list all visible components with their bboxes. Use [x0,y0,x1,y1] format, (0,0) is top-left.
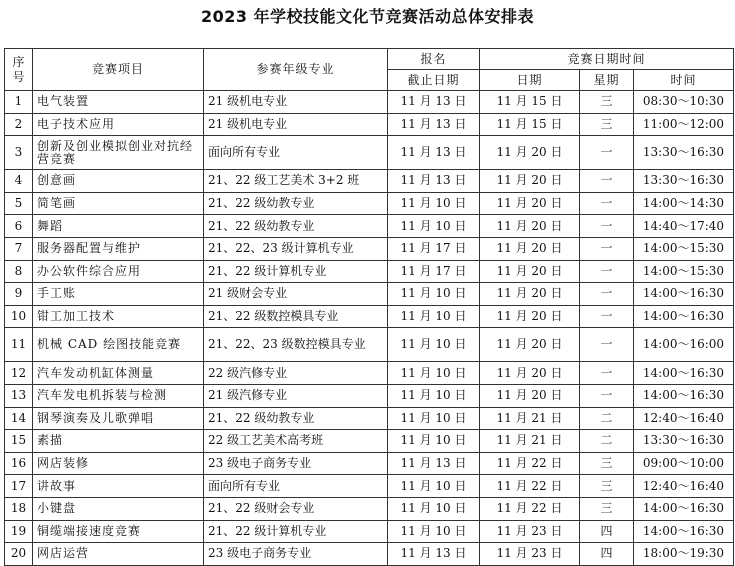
header-deadline: 截止日期 [388,70,480,91]
cell-time: 14:00～16:30 [634,384,734,407]
cell-no: 11 [5,328,33,362]
cell-deadline: 11 月 10 日 [388,328,480,362]
cell-weekday: 一 [580,260,634,283]
cell-date: 11 月 20 日 [480,192,580,215]
cell-grade: 22 级汽修专业 [204,362,388,385]
cell-grade: 23 级电子商务专业 [204,452,388,475]
cell-grade: 21、22、23 级计算机专业 [204,237,388,260]
cell-date: 11 月 21 日 [480,407,580,430]
cell-project: 小键盘 [33,497,204,520]
cell-date: 11 月 23 日 [480,520,580,543]
table-row [5,328,734,362]
cell-weekday: 一 [580,384,634,407]
table-row [5,362,734,385]
table-row [5,384,734,407]
cell-grade: 21、22 级幼教专业 [204,215,388,238]
cell-grade: 面向所有专业 [204,136,388,170]
cell-grade: 22 级工艺美术高考班 [204,430,388,453]
cell-date: 11 月 20 日 [480,283,580,306]
cell-deadline: 11 月 17 日 [388,237,480,260]
cell-no: 1 [5,91,33,114]
cell-no: 12 [5,362,33,385]
cell-time: 12:40～16:40 [634,475,734,498]
cell-grade: 21 级汽修专业 [204,384,388,407]
cell-deadline: 11 月 10 日 [388,362,480,385]
cell-weekday: 二 [580,430,634,453]
cell-date: 11 月 20 日 [480,237,580,260]
cell-time: 13:30～16:30 [634,170,734,193]
cell-weekday: 三 [580,497,634,520]
table-row [5,407,734,430]
header-date: 日期 [480,70,580,91]
cell-project: 办公软件综合应用 [33,260,204,283]
cell-date: 11 月 23 日 [480,543,580,566]
table-body [5,91,734,566]
cell-grade: 21、22 级计算机专业 [204,260,388,283]
cell-no: 16 [5,452,33,475]
cell-weekday: 三 [580,113,634,136]
cell-no: 9 [5,283,33,306]
cell-weekday: 三 [580,91,634,114]
cell-grade: 23 级电子商务专业 [204,543,388,566]
cell-no: 2 [5,113,33,136]
table-row [5,520,734,543]
cell-weekday: 一 [580,136,634,170]
cell-time: 14:00～16:30 [634,362,734,385]
cell-time: 14:00～16:30 [634,520,734,543]
cell-grade: 21 级财会专业 [204,283,388,306]
cell-grade: 21、22 级幼教专业 [204,192,388,215]
cell-project: 钳工加工技术 [33,305,204,328]
cell-grade: 面向所有专业 [204,475,388,498]
cell-deadline: 11 月 10 日 [388,520,480,543]
cell-no: 6 [5,215,33,238]
table-row [5,192,734,215]
cell-grade: 21、22 级计算机专业 [204,520,388,543]
cell-date: 11 月 20 日 [480,305,580,328]
cell-deadline: 11 月 13 日 [388,170,480,193]
table-row [5,237,734,260]
cell-deadline: 11 月 10 日 [388,430,480,453]
cell-weekday: 一 [580,192,634,215]
cell-date: 11 月 20 日 [480,136,580,170]
table-row [5,475,734,498]
cell-time: 14:00～15:30 [634,237,734,260]
table-row [5,430,734,453]
cell-project: 手工账 [33,283,204,306]
cell-deadline: 11 月 17 日 [388,260,480,283]
cell-deadline: 11 月 13 日 [388,136,480,170]
header-weekday: 星期 [580,70,634,91]
cell-weekday: 一 [580,328,634,362]
cell-weekday: 三 [580,475,634,498]
cell-project: 机械 CAD 绘图技能竞赛 [33,328,204,362]
cell-project: 服务器配置与维护 [33,237,204,260]
header-signup: 报名 [388,49,480,70]
table-row [5,136,734,170]
cell-date: 11 月 20 日 [480,384,580,407]
cell-deadline: 11 月 10 日 [388,384,480,407]
cell-deadline: 11 月 13 日 [388,452,480,475]
schedule-table [4,48,734,566]
cell-project: 素描 [33,430,204,453]
cell-time: 09:00～10:00 [634,452,734,475]
cell-weekday: 一 [580,237,634,260]
cell-date: 11 月 20 日 [480,260,580,283]
table-row [5,215,734,238]
cell-project: 钢琴演奏及儿歌弹唱 [33,407,204,430]
header-grade: 参赛年级专业 [204,49,388,91]
cell-deadline: 11 月 10 日 [388,407,480,430]
cell-time: 14:00～14:30 [634,192,734,215]
cell-grade: 21、22 级数控模具专业 [204,305,388,328]
cell-time: 13:30～16:30 [634,136,734,170]
cell-deadline: 11 月 10 日 [388,283,480,306]
cell-no: 15 [5,430,33,453]
cell-project: 创意画 [33,170,204,193]
cell-weekday: 一 [580,305,634,328]
cell-no: 20 [5,543,33,566]
cell-deadline: 11 月 13 日 [388,113,480,136]
header-project: 竞赛项目 [33,49,204,91]
table-row [5,283,734,306]
cell-date: 11 月 20 日 [480,362,580,385]
cell-time: 14:00～16:30 [634,283,734,306]
cell-weekday: 二 [580,407,634,430]
cell-deadline: 11 月 10 日 [388,475,480,498]
cell-time: 14:40～17:40 [634,215,734,238]
cell-weekday: 一 [580,215,634,238]
cell-deadline: 11 月 10 日 [388,497,480,520]
cell-grade: 21、22 级工艺美术 3+2 班 [204,170,388,193]
cell-date: 11 月 15 日 [480,91,580,114]
cell-deadline: 11 月 10 日 [388,215,480,238]
cell-no: 5 [5,192,33,215]
table-row [5,91,734,114]
cell-no: 4 [5,170,33,193]
cell-no: 7 [5,237,33,260]
cell-grade: 21、22、23 级数控模具专业 [204,328,388,362]
cell-time: 12:40～16:40 [634,407,734,430]
cell-project: 网店装修 [33,452,204,475]
cell-project: 网店运营 [33,543,204,566]
cell-time: 14:00～16:00 [634,328,734,362]
cell-grade: 21、22 级幼教专业 [204,407,388,430]
cell-weekday: 一 [580,283,634,306]
table-row [5,170,734,193]
cell-weekday: 三 [580,452,634,475]
cell-project: 讲故事 [33,475,204,498]
cell-weekday: 一 [580,362,634,385]
cell-project: 电子技术应用 [33,113,204,136]
cell-no: 3 [5,136,33,170]
cell-project: 汽车发电机拆装与检测 [33,384,204,407]
cell-date: 11 月 15 日 [480,113,580,136]
cell-deadline: 11 月 13 日 [388,543,480,566]
cell-date: 11 月 20 日 [480,215,580,238]
cell-project: 汽车发动机缸体测量 [33,362,204,385]
cell-no: 17 [5,475,33,498]
cell-deadline: 11 月 10 日 [388,192,480,215]
page-title: 2023 年学校技能文化节竞赛活动总体安排表 [200,7,535,26]
cell-project: 电气装置 [33,91,204,114]
cell-no: 13 [5,384,33,407]
cell-date: 11 月 22 日 [480,475,580,498]
cell-grade: 21 级机电专业 [204,91,388,114]
cell-time: 18:00～19:30 [634,543,734,566]
cell-time: 11:00～12:00 [634,113,734,136]
cell-date: 11 月 20 日 [480,328,580,362]
table-row [5,452,734,475]
cell-time: 13:30～16:30 [634,430,734,453]
cell-no: 10 [5,305,33,328]
cell-date: 11 月 21 日 [480,430,580,453]
cell-deadline: 11 月 13 日 [388,91,480,114]
cell-grade: 21 级机电专业 [204,113,388,136]
header-time: 时间 [634,70,734,91]
cell-no: 18 [5,497,33,520]
cell-weekday: 四 [580,520,634,543]
table-header [5,49,734,91]
cell-project: 铜缆端接速度竞赛 [33,520,204,543]
cell-time: 14:00～16:30 [634,497,734,520]
header-schedule: 竞赛日期时间 [480,49,734,70]
table-row [5,497,734,520]
table-row [5,113,734,136]
cell-no: 14 [5,407,33,430]
header-no: 序 号 [5,49,33,91]
cell-grade: 21、22 级财会专业 [204,497,388,520]
cell-date: 11 月 20 日 [480,170,580,193]
cell-time: 08:30～10:30 [634,91,734,114]
cell-no: 19 [5,520,33,543]
cell-deadline: 11 月 10 日 [388,305,480,328]
cell-date: 11 月 22 日 [480,452,580,475]
cell-project: 创新及创业模拟创业对抗经营竞赛 [33,136,204,170]
table-row [5,305,734,328]
table-row [5,260,734,283]
cell-time: 14:00～15:30 [634,260,734,283]
cell-weekday: 一 [580,170,634,193]
cell-no: 8 [5,260,33,283]
cell-time: 14:00～16:30 [634,305,734,328]
cell-date: 11 月 22 日 [480,497,580,520]
cell-weekday: 四 [580,543,634,566]
cell-project: 舞蹈 [33,215,204,238]
cell-project: 简笔画 [33,192,204,215]
